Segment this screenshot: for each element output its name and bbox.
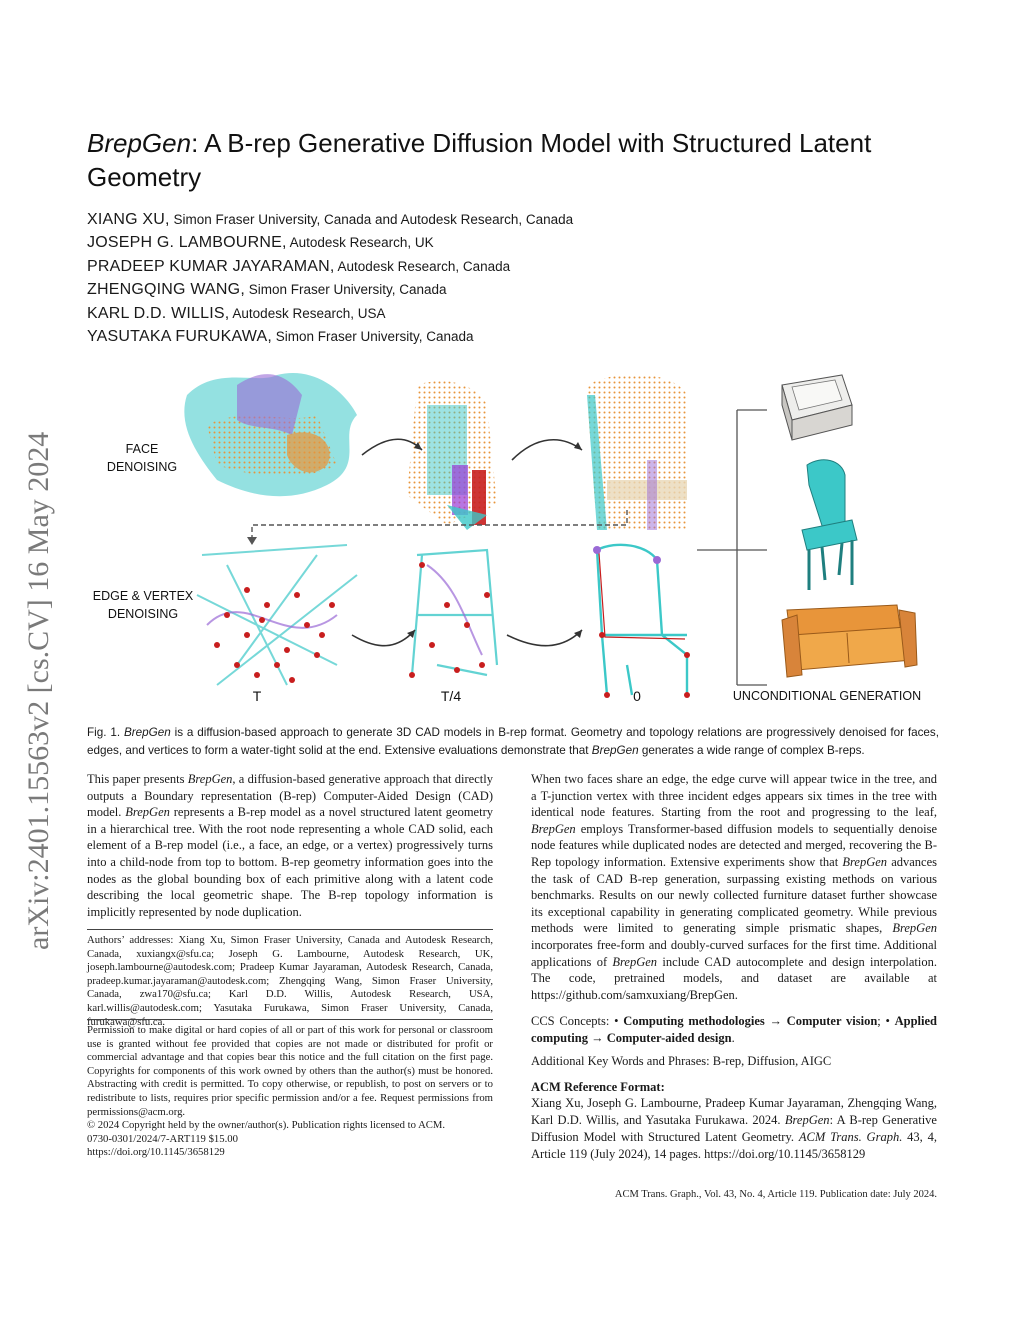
output-chair-render: [802, 460, 857, 590]
permission-notice: [87, 1024, 493, 1160]
author-name: ZHENGQING WANG,: [87, 281, 245, 299]
brepgen-name: BrepGen: [187, 772, 233, 786]
ref-title-italic: BrepGen: [784, 1113, 830, 1127]
permission-text: Permission to make digital or hard copies of all or part of this work for personal or classroom use is granted without fee provided that copies are not made or distributed for profit or commercial advantage and that copies bear this notice and the full citation on the first page. Copyrights for components of this work owned by others than the author(s) must be honored. Abstracting with credit is permitted. To copy otherwise, or republish, to post on servers or to redistribute to lists, requires prior specific permission and/or a fee. Request permissions from permissions@acm.org.: [87, 1024, 493, 1118]
ref-title: : A B-rep Generative Diffusion Model with Structured Latent Geometry.: [531, 1113, 937, 1144]
text: advances the task of CAD B-rep generation, surpassing existing methods on various benchmarks. Results on our newly collected furniture dataset further showcase its exceptional capability in generating complicated geometry. While previous methods were limited to generating simple prismatic shapes,: [531, 854, 937, 936]
abstract-paragraph: [87, 771, 493, 920]
author-name: YASUTAKA FURUKAWA,: [87, 327, 272, 345]
arrow-icon: [352, 630, 415, 646]
face-denoising-label: [99, 440, 185, 476]
abstract-paragraph: [531, 771, 937, 1003]
arrow-icon: [507, 630, 582, 646]
ccs-concepts: [531, 1013, 937, 1047]
caption-text: is a diffusion-based approach to generate 3D CAD models in B-rep format. Geometry and topology relations are progressively denoised for faces, edges, and vertices to form a water-tight solid at the end. Extensive evaluations demonstrate that: [87, 726, 940, 757]
issn-line: 0730-0301/2024/7-ART119 $15.00: [87, 1132, 238, 1145]
unconditional-generation-label: UNCONDITIONAL GENERATION: [732, 689, 922, 703]
label-line: FACE: [125, 442, 159, 456]
step-label-0: 0: [633, 688, 641, 704]
edge-clean-chair-render: [593, 545, 690, 698]
label-line: DENOISING: [107, 607, 179, 621]
step-label-t: T: [252, 688, 262, 704]
face-partial-render: [407, 381, 497, 530]
caption-name: BrepGen: [591, 744, 639, 757]
brepgen-name: BrepGen: [892, 921, 937, 936]
figure-caption: [87, 724, 939, 760]
output-box-render: [782, 375, 852, 440]
authors-addresses: Authors’ addresses: Xiang Xu, Simon Fraser University, Canada and Autodesk Research, Canada, xuxiangx@sfu.ca; Joseph G. Lambourne, Autodesk Research, UK, joseph.lambourne@autodesk.com; Pradeep Kumar Jayaraman, Autodesk Research, Canada, pradeep.kumar.jayaraman@autodesk.com; Zhengqing Wang, Simon Fraser University, Canada, zwa170@sfu.ca; Karl D.D. Willis, Autodesk Research, USA, karl.willis@autodesk.com; Yasutaka Furukawa, Simon Fraser University, Canada, furukawa@sfu.ca.: [87, 934, 493, 1028]
doi-link[interactable]: https://doi.org/10.1145/3658129: [87, 1146, 225, 1159]
brepgen-name: BrepGen: [531, 821, 576, 836]
author-affiliation: Autodesk Research, UK: [286, 235, 434, 251]
paper-title: [87, 126, 927, 194]
text: employs Transformer-based diffusion models to sequentially denoise node features while duplicated nodes are detected and merged, recovering the B-Rep topology information. Extensive experiments show that: [531, 821, 937, 869]
caption-prefix: Fig. 1.: [87, 726, 124, 739]
arxiv-id-text: arXiv:2401.15563v2 [cs.CV] 16 May 2024: [22, 431, 55, 950]
author-list: [87, 208, 947, 348]
caption-text: generates a wide range of complex B-reps.: [638, 744, 865, 757]
author-name: XIANG XU,: [87, 211, 170, 228]
brepgen-name: BrepGen: [842, 854, 888, 869]
label-line: DENOISING: [106, 460, 178, 474]
reference-format: [531, 1095, 937, 1163]
title-rest: : A B-rep Generative Diffusion Model with Structured Latent Geometry: [87, 128, 872, 192]
face-noisy-render: [184, 373, 357, 496]
text: This paper presents: [87, 772, 188, 786]
ref-authors: Xiang Xu, Joseph G. Lambourne, Pradeep Kumar Jayaraman, Zhengqing Wang, Karl D.D. Willis, and Yasutaka Furukawa. 2024.: [531, 1096, 937, 1127]
author-affiliation: Autodesk Research, USA: [229, 305, 386, 321]
text: , a diffusion-based generative approach that directly outputs a Boundary representation (B-rep) Computer-Aided Design (CAD) model.: [87, 772, 493, 820]
ref-journal: ACM Trans. Graph.: [798, 1130, 903, 1144]
footnote-divider: [87, 929, 493, 930]
page-footer: ACM Trans. Graph., Vol. 43, No. 4, Article 119. Publication date: July 2024.: [614, 1189, 937, 1200]
ccs-end: .: [731, 1031, 735, 1045]
author-line: [87, 325, 947, 348]
text: represents a B-rep model as a novel structured latent geometry in a hierarchical tree. With the root node representing a whole CAD solid, each element of a B-rep model (i.e., a face, an edge, or a vertex) progressively turns into a child-node from top to bottom. B-rep geometry information goes into the nodes as the global bounding box of each primitive along with a latent code describing the local geometric shape. The B-rep topology information is implicitly represented by node duplication.: [87, 805, 493, 919]
author-name: JOSEPH G. LAMBOURNE,: [87, 234, 287, 252]
output-sofa-render: [782, 605, 917, 677]
brepgen-name: BrepGen: [125, 805, 170, 820]
ccs-concept: Computing methodologies → Computer vision: [623, 1014, 878, 1028]
arrow-icon: [512, 440, 582, 460]
abstract-right-column: [531, 771, 937, 1003]
author-name: PRADEEP KUMAR JAYARAMAN,: [87, 257, 335, 275]
caption-name: BrepGen: [123, 726, 171, 739]
text: incorporates free-form and doubly-curved surfaces for the first time. Additional applications of: [531, 937, 937, 969]
author-name: KARL D.D. WILLIS,: [87, 304, 230, 322]
author-line: [87, 231, 947, 254]
face-clean-chair-render: [587, 374, 687, 530]
edge-vertex-denoising-label: [87, 587, 199, 623]
author-affiliation: Simon Fraser University, Canada: [244, 282, 447, 298]
output-bracket: [697, 410, 767, 685]
author-affiliation: Simon Fraser University, Canada and Autodesk Research, Canada: [169, 212, 574, 227]
keywords: Additional Key Words and Phrases: B-rep, Diffusion, AIGC: [531, 1054, 832, 1068]
ccs-concept: Applied computing → Computer-aided design: [531, 1014, 937, 1045]
teaser-figure: [87, 365, 937, 715]
text: include CAD autocomplete and design interpolation. The code, pretrained models, and dataset are available at https://github.com/samxuxiang/BrepGen.: [531, 954, 937, 1002]
reference-heading: ACM Reference Format:: [531, 1080, 665, 1094]
edge-partial-render: [409, 550, 497, 678]
author-line: [87, 278, 947, 301]
author-line: [87, 208, 947, 231]
text: When two faces share an edge, the edge curve will appear twice in the tree, and a T-junction vertex with three incident edges appears six times in the tree with identical node features. Starting from the root and progressing to the leaf,: [531, 772, 937, 820]
author-affiliation: Autodesk Research, Canada: [334, 258, 511, 274]
ref-details: 43, 4, Article 119 (July 2024), 14 pages. https://doi.org/10.1145/3658129: [531, 1130, 938, 1161]
permission-divider: [87, 1019, 493, 1020]
label-line: EDGE & VERTEX: [92, 589, 194, 603]
edge-noisy-render: [197, 545, 357, 685]
author-affiliation: Simon Fraser University, Canada: [271, 328, 474, 344]
ccs-separator: ; •: [877, 1014, 895, 1028]
ccs-lead: CCS Concepts: •: [531, 1014, 624, 1028]
step-label-t4: T/4: [440, 688, 462, 704]
author-line: [87, 255, 947, 278]
author-line: [87, 302, 947, 325]
figure-illustration: [87, 365, 937, 715]
title-italic: BrepGen: [87, 128, 192, 158]
abstract-left-column: [87, 771, 493, 920]
copyright-line: © 2024 Copyright held by the owner/author(s). Publication rights licensed to ACM.: [87, 1119, 446, 1132]
brepgen-name: BrepGen: [612, 954, 658, 969]
